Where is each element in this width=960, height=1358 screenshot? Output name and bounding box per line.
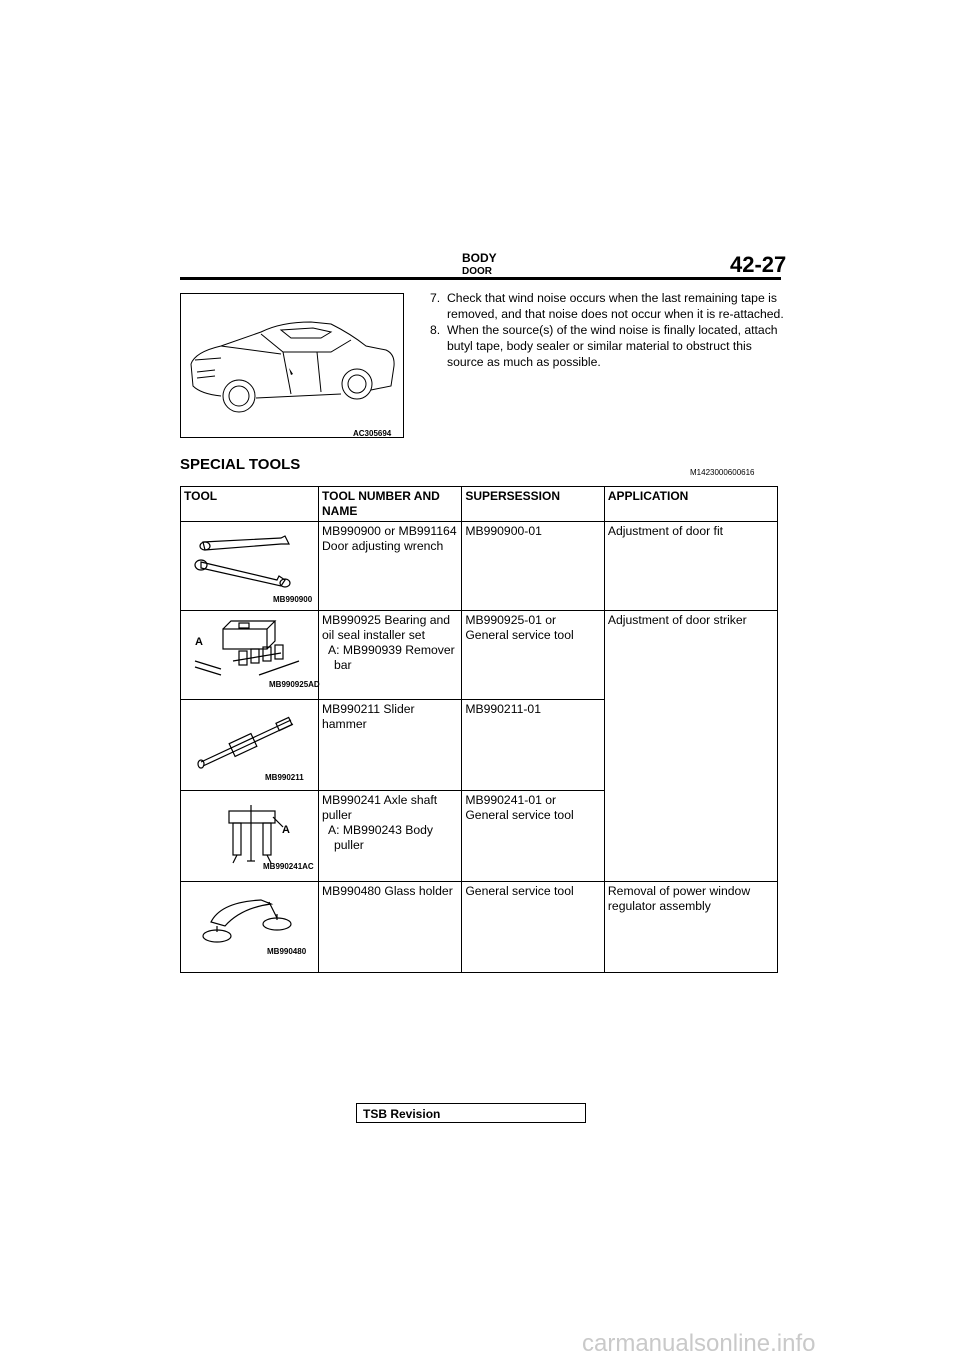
callout-label: A (282, 824, 290, 836)
tool-number-name (319, 791, 462, 882)
tool-image-cell (181, 611, 319, 700)
step-item (430, 322, 785, 370)
tool-name: MB990241 Axle shaft puller (322, 793, 438, 822)
column-header: TOOL NUMBER AND NAME (319, 487, 462, 522)
column-header: SUPERSESSION (462, 487, 605, 522)
tool-code: MB990211 (265, 773, 304, 782)
special-tools-table (180, 486, 778, 973)
tool-supersession: General service tool (462, 882, 605, 973)
step-text: Check that wind noise occurs when the last remaining tape is removed, and that noise does not occur when it is re-attached. (447, 291, 784, 321)
step-number: 8. (430, 323, 441, 337)
car-door-illustration-icon (181, 294, 405, 439)
tool-image-cell (181, 522, 319, 611)
tool-name: MB990925 Bearing and oil seal installer set (322, 613, 451, 642)
tool-number-name: MB990211 Slider hammer (319, 700, 462, 791)
column-header: TOOL (181, 487, 319, 522)
tool-image-cell (181, 791, 319, 882)
tool-number-name (319, 611, 462, 700)
tool-image-cell (181, 882, 319, 973)
step-number: 7. (430, 291, 441, 305)
table-row (181, 522, 778, 611)
tool-code: MB990925AD (269, 680, 320, 689)
car-figure (180, 293, 404, 438)
tool-application: Adjustment of door fit (604, 522, 777, 611)
watermark: carmanualsonline.info (582, 1330, 816, 1357)
tool-application: Removal of power window regulator assembly (604, 882, 777, 973)
subsection-title: DOOR (462, 266, 492, 277)
tool-supersession: MB990211-01 (462, 700, 605, 791)
table-row (181, 882, 778, 973)
section-code: M1423000600616 (690, 468, 755, 477)
tool-subitem: A: MB990939 Remover bar (328, 643, 455, 672)
tool-code: MB990900 (273, 595, 313, 604)
header-rule (180, 277, 781, 280)
tsb-revision-box: TSB Revision (356, 1103, 586, 1123)
figure-code: AC305694 (353, 429, 392, 438)
page-number: 42-27 (730, 252, 787, 277)
tool-application: Adjustment of door striker (604, 611, 777, 882)
callout-label: A (195, 636, 203, 648)
special-tools-heading: SPECIAL TOOLS (180, 456, 301, 473)
tool-code: MB990480 (267, 947, 307, 956)
tool-supersession: MB990900-01 (462, 522, 605, 611)
tool-image-cell (181, 700, 319, 791)
tool-code: MB990241AC (263, 862, 314, 871)
step-item (430, 290, 785, 322)
column-header: APPLICATION (604, 487, 777, 522)
table-header-row (181, 487, 778, 522)
tool-subitem: A: MB990243 Body puller (328, 823, 434, 852)
step-text: When the source(s) of the wind noise is finally located, attach butyl tape, body sealer or similar material to obstruct this source as much as possible. (447, 323, 778, 369)
tool-supersession: MB990925-01 or General service tool (462, 611, 605, 700)
procedure-steps (430, 290, 785, 370)
tool-number-name: MB990480 Glass holder (319, 882, 462, 973)
tool-supersession: MB990241-01 or General service tool (462, 791, 605, 882)
tool-number-name: MB990900 or MB991164 Door adjusting wrench (319, 522, 462, 611)
table-row (181, 611, 778, 700)
section-title: BODY (462, 251, 497, 265)
